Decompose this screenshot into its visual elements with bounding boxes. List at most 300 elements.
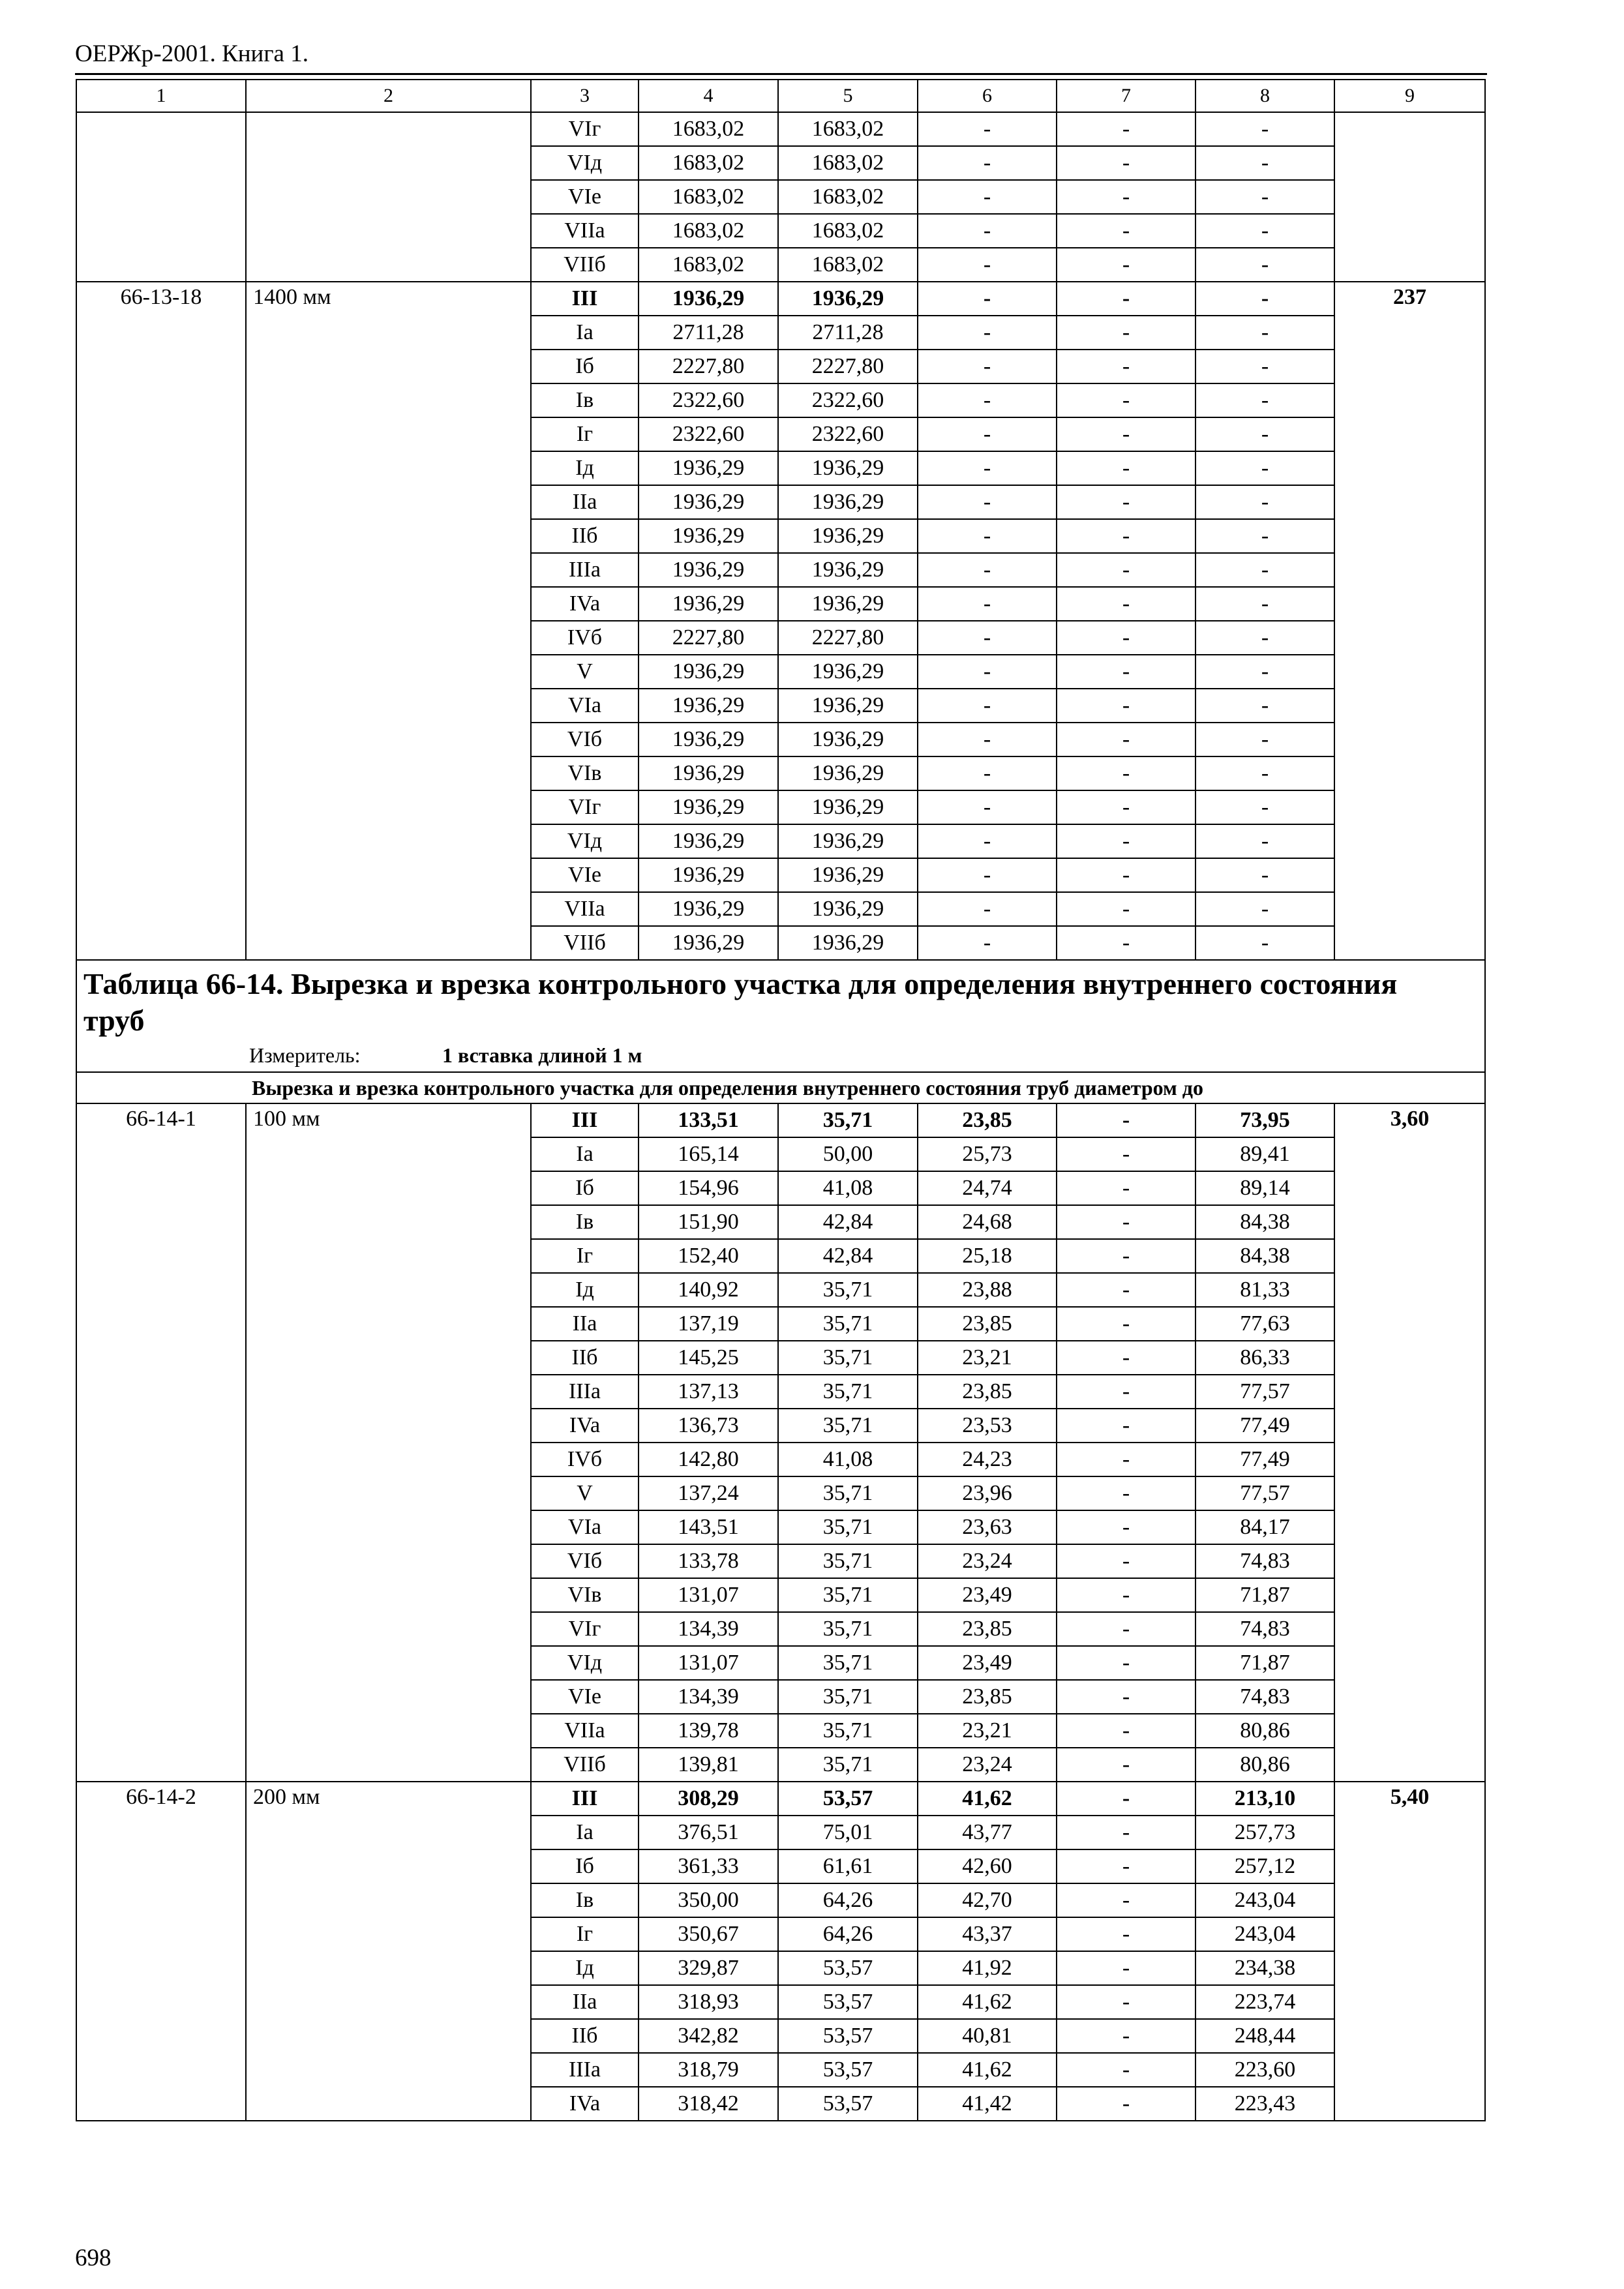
table-cell: 1936,29 xyxy=(639,519,778,553)
table-cell: 53,57 xyxy=(778,2019,918,2053)
measurement-unit xyxy=(77,1039,1484,1071)
table-cell: 350,67 xyxy=(639,1917,778,1951)
column-number: 7 xyxy=(1057,80,1195,112)
table-cell: Iг xyxy=(531,417,639,451)
table-cell: 41,62 xyxy=(918,1782,1057,1816)
table-cell: VIг xyxy=(531,1612,639,1646)
table-cell: 50,00 xyxy=(778,1137,918,1171)
table-cell: - xyxy=(1057,1476,1195,1510)
table-cell: - xyxy=(1057,655,1195,689)
table-cell: 74,83 xyxy=(1195,1680,1334,1714)
table-cell: 1936,29 xyxy=(778,926,918,960)
rate-label xyxy=(246,112,531,282)
table-cell: - xyxy=(1057,112,1195,146)
table-cell: 89,41 xyxy=(1195,1137,1334,1171)
table-cell: - xyxy=(1057,892,1195,926)
table-cell: - xyxy=(1195,756,1334,790)
table-cell: Ia xyxy=(531,316,639,350)
table-cell: - xyxy=(1195,112,1334,146)
table-cell: 131,07 xyxy=(639,1578,778,1612)
table-cell: 61,61 xyxy=(778,1849,918,1883)
table-cell: 53,57 xyxy=(778,1985,918,2019)
table-cell: VIIб xyxy=(531,248,639,282)
table-cell: - xyxy=(1057,1782,1195,1816)
table-cell: Iг xyxy=(531,1239,639,1273)
table-cell: IVб xyxy=(531,1443,639,1476)
rate-col9-value: 5,40 xyxy=(1334,1782,1485,2121)
table-cell: - xyxy=(1057,519,1195,553)
table-cell: 1936,29 xyxy=(778,689,918,723)
table-cell: 152,40 xyxy=(639,1239,778,1273)
table-cell: 84,17 xyxy=(1195,1510,1334,1544)
table-cell: IIб xyxy=(531,1341,639,1375)
table-cell: - xyxy=(1057,621,1195,655)
table-cell: 1936,29 xyxy=(778,723,918,756)
table-cell: - xyxy=(1057,926,1195,960)
table-cell: 35,71 xyxy=(778,1103,918,1137)
table-cell: 35,71 xyxy=(778,1273,918,1307)
table-caption xyxy=(76,960,1485,1072)
rate-code: 66-13-18 xyxy=(76,282,246,960)
table-cell: - xyxy=(1195,451,1334,485)
table-cell: - xyxy=(1195,417,1334,451)
table-cell: VIe xyxy=(531,1680,639,1714)
table-cell: 84,38 xyxy=(1195,1205,1334,1239)
table-cell: - xyxy=(1057,824,1195,858)
table-cell: Iб xyxy=(531,1171,639,1205)
table-cell: 23,88 xyxy=(918,1273,1057,1307)
table-cell: IIб xyxy=(531,2019,639,2053)
table-cell: VIд xyxy=(531,146,639,180)
table-cell: 2227,80 xyxy=(778,621,918,655)
table-cell: - xyxy=(918,417,1057,451)
table-cell: IVб xyxy=(531,621,639,655)
measurement-unit-value: 1 вставка длиной 1 м xyxy=(442,1043,642,1067)
table-cell: 257,73 xyxy=(1195,1816,1334,1849)
table-cell: 74,83 xyxy=(1195,1612,1334,1646)
table-cell: IVa xyxy=(531,587,639,621)
table-cell: 145,25 xyxy=(639,1341,778,1375)
table-cell: 35,71 xyxy=(778,1578,918,1612)
table-cell: - xyxy=(918,587,1057,621)
table-title: Таблица 66-14. Вырезка и врезка контрольного участка для определения внутреннего состояния труб xyxy=(83,967,1398,1037)
table-cell: - xyxy=(1195,926,1334,960)
table-cell: - xyxy=(1195,621,1334,655)
table-cell: - xyxy=(918,790,1057,824)
table-cell: 137,24 xyxy=(639,1476,778,1510)
table-cell: 73,95 xyxy=(1195,1103,1334,1137)
table-cell: 84,38 xyxy=(1195,1239,1334,1273)
table-cell: - xyxy=(918,723,1057,756)
table-cell: 43,77 xyxy=(918,1816,1057,1849)
table-cell: VIг xyxy=(531,112,639,146)
rate-code: 66-14-2 xyxy=(76,1782,246,2121)
table-cell: - xyxy=(1057,553,1195,587)
section-subheading: Вырезка и врезка контрольного участка для определения внутреннего состояния труб диаметром до xyxy=(76,1072,1485,1103)
table-cell: - xyxy=(1057,2053,1195,2087)
table-cell: 151,90 xyxy=(639,1205,778,1239)
table-cell: - xyxy=(1057,1849,1195,1883)
table-cell: - xyxy=(1057,1714,1195,1748)
rate-label: 100 мм xyxy=(246,1103,531,1782)
table-cell: 23,21 xyxy=(918,1341,1057,1375)
rates-table xyxy=(76,79,1486,2121)
table-cell: Ia xyxy=(531,1816,639,1849)
table-cell: Iв xyxy=(531,383,639,417)
table-row xyxy=(76,112,1485,146)
table-cell: - xyxy=(1057,248,1195,282)
table-cell: 41,08 xyxy=(778,1443,918,1476)
table-cell: 2227,80 xyxy=(639,621,778,655)
table-cell: 24,23 xyxy=(918,1443,1057,1476)
table-cell: - xyxy=(1057,1205,1195,1239)
table-cell: VIв xyxy=(531,756,639,790)
table-cell: 308,29 xyxy=(639,1782,778,1816)
table-cell: Iд xyxy=(531,1273,639,1307)
column-number: 5 xyxy=(778,80,918,112)
table-cell: - xyxy=(1057,587,1195,621)
table-cell: 1936,29 xyxy=(639,723,778,756)
table-cell: 1683,02 xyxy=(778,146,918,180)
table-cell: 41,08 xyxy=(778,1171,918,1205)
table-cell: - xyxy=(1057,858,1195,892)
table-cell: VIa xyxy=(531,1510,639,1544)
table-cell: - xyxy=(1195,723,1334,756)
table-cell: 42,60 xyxy=(918,1849,1057,1883)
table-cell: 35,71 xyxy=(778,1680,918,1714)
table-cell: 134,39 xyxy=(639,1612,778,1646)
table-cell: 23,49 xyxy=(918,1646,1057,1680)
table-cell: 35,71 xyxy=(778,1510,918,1544)
table-cell: 1936,29 xyxy=(778,485,918,519)
table-cell: 35,71 xyxy=(778,1375,918,1409)
table-cell: Iд xyxy=(531,451,639,485)
table-cell: - xyxy=(1195,519,1334,553)
table-cell: - xyxy=(1195,180,1334,214)
table-cell: 1683,02 xyxy=(778,180,918,214)
table-cell: 1936,29 xyxy=(778,587,918,621)
table-cell: 77,57 xyxy=(1195,1476,1334,1510)
table-cell: 42,70 xyxy=(918,1883,1057,1917)
table-cell: 23,85 xyxy=(918,1375,1057,1409)
table-cell: 1936,29 xyxy=(778,282,918,316)
table-cell: - xyxy=(1057,1443,1195,1476)
column-number: 9 xyxy=(1334,80,1485,112)
table-cell: 140,92 xyxy=(639,1273,778,1307)
table-cell: 142,80 xyxy=(639,1443,778,1476)
table-cell: - xyxy=(1057,1578,1195,1612)
table-cell: 23,85 xyxy=(918,1103,1057,1137)
table-cell: - xyxy=(1057,282,1195,316)
table-cell: 23,85 xyxy=(918,1307,1057,1341)
table-cell: 1936,29 xyxy=(778,858,918,892)
table-cell: 53,57 xyxy=(778,2053,918,2087)
rate-code xyxy=(76,112,246,282)
table-cell: 223,43 xyxy=(1195,2087,1334,2121)
table-cell: 2322,60 xyxy=(778,383,918,417)
column-number: 8 xyxy=(1195,80,1334,112)
table-cell: - xyxy=(1195,383,1334,417)
table-cell: 1683,02 xyxy=(639,180,778,214)
table-cell: - xyxy=(1195,790,1334,824)
table-cell: - xyxy=(1057,1137,1195,1171)
table-cell: - xyxy=(918,824,1057,858)
rate-col9-value: 3,60 xyxy=(1334,1103,1485,1782)
table-cell: 35,71 xyxy=(778,1748,918,1782)
table-cell: Iв xyxy=(531,1205,639,1239)
table-cell: 74,83 xyxy=(1195,1544,1334,1578)
table-cell: 243,04 xyxy=(1195,1883,1334,1917)
table-cell: - xyxy=(918,383,1057,417)
table-cell: 1936,29 xyxy=(639,655,778,689)
page-number: 698 xyxy=(75,2245,112,2271)
table-cell: 25,73 xyxy=(918,1137,1057,1171)
table-body-after xyxy=(76,1103,1485,2121)
table-cell: 35,71 xyxy=(778,1341,918,1375)
table-cell: - xyxy=(918,350,1057,383)
table-cell: 1936,29 xyxy=(639,892,778,926)
table-cell: Iб xyxy=(531,1849,639,1883)
table-cell: 133,78 xyxy=(639,1544,778,1578)
table-cell: - xyxy=(1057,1680,1195,1714)
table-cell: 23,21 xyxy=(918,1714,1057,1748)
table-cell: - xyxy=(1057,180,1195,214)
table-cell: IVa xyxy=(531,2087,639,2121)
table-row xyxy=(76,1103,1485,1137)
table-cell: - xyxy=(1195,248,1334,282)
table-cell: - xyxy=(918,485,1057,519)
table-cell: 2322,60 xyxy=(639,417,778,451)
table-cell: 1936,29 xyxy=(639,451,778,485)
table-cell: - xyxy=(918,282,1057,316)
table-cell: - xyxy=(1057,417,1195,451)
rate-col9-value: 237 xyxy=(1334,282,1485,960)
table-cell: 24,74 xyxy=(918,1171,1057,1205)
table-cell: IIa xyxy=(531,1985,639,2019)
table-cell: 1936,29 xyxy=(639,553,778,587)
table-cell: - xyxy=(1057,2019,1195,2053)
table-cell: 1936,29 xyxy=(639,689,778,723)
table-cell: 23,96 xyxy=(918,1476,1057,1510)
table-cell: 318,93 xyxy=(639,1985,778,2019)
table-cell: VIIб xyxy=(531,1748,639,1782)
table-cell: 35,71 xyxy=(778,1409,918,1443)
table-cell: - xyxy=(1057,1544,1195,1578)
table-cell: 2711,28 xyxy=(639,316,778,350)
table-cell: - xyxy=(918,858,1057,892)
table-cell: 40,81 xyxy=(918,2019,1057,2053)
column-number: 4 xyxy=(639,80,778,112)
table-cell: 1936,29 xyxy=(778,655,918,689)
table-cell: VIa xyxy=(531,689,639,723)
table-cell: - xyxy=(1195,214,1334,248)
table-cell: 213,10 xyxy=(1195,1782,1334,1816)
table-cell: 1936,29 xyxy=(778,824,918,858)
table-cell: 1683,02 xyxy=(778,214,918,248)
table-cell: 318,79 xyxy=(639,2053,778,2087)
table-cell: - xyxy=(1057,1748,1195,1782)
table-cell: 77,63 xyxy=(1195,1307,1334,1341)
table-cell: - xyxy=(1057,1307,1195,1341)
table-cell: VIб xyxy=(531,723,639,756)
table-cell: 42,84 xyxy=(778,1239,918,1273)
table-cell: 1683,02 xyxy=(778,248,918,282)
table-cell: 23,63 xyxy=(918,1510,1057,1544)
table-cell: 2227,80 xyxy=(639,350,778,383)
table-cell: 23,53 xyxy=(918,1409,1057,1443)
table-cell: - xyxy=(1057,316,1195,350)
table-cell: 64,26 xyxy=(778,1917,918,1951)
table-cell: 1936,29 xyxy=(639,858,778,892)
table-cell: - xyxy=(1057,1612,1195,1646)
table-cell: - xyxy=(1195,689,1334,723)
table-cell: 1936,29 xyxy=(639,282,778,316)
table-cell: III xyxy=(531,1103,639,1137)
table-cell: 136,73 xyxy=(639,1409,778,1443)
table-cell: - xyxy=(1057,1883,1195,1917)
table-cell: - xyxy=(1057,1985,1195,2019)
table-cell: 165,14 xyxy=(639,1137,778,1171)
table-cell: 23,24 xyxy=(918,1544,1057,1578)
table-cell: 2711,28 xyxy=(778,316,918,350)
column-number: 3 xyxy=(531,80,639,112)
table-row xyxy=(76,1782,1485,1816)
table-cell: 64,26 xyxy=(778,1883,918,1917)
table-cell: - xyxy=(1057,1409,1195,1443)
table-cell: - xyxy=(1057,451,1195,485)
table-cell: - xyxy=(1195,485,1334,519)
table-cell: 131,07 xyxy=(639,1646,778,1680)
table-cell: 71,87 xyxy=(1195,1646,1334,1680)
column-number: 6 xyxy=(918,80,1057,112)
table-cell: 1936,29 xyxy=(639,790,778,824)
table-cell: 143,51 xyxy=(639,1510,778,1544)
table-cell: 1936,29 xyxy=(778,519,918,553)
table-cell: IIIa xyxy=(531,1375,639,1409)
table-cell: 2227,80 xyxy=(778,350,918,383)
table-cell: - xyxy=(1195,655,1334,689)
table-cell: 137,13 xyxy=(639,1375,778,1409)
table-cell: 139,78 xyxy=(639,1714,778,1748)
table-cell: 1936,29 xyxy=(639,587,778,621)
rate-label: 200 мм xyxy=(246,1782,531,2121)
table-cell: 41,62 xyxy=(918,1985,1057,2019)
table-cell: - xyxy=(1057,383,1195,417)
table-cell: 77,49 xyxy=(1195,1443,1334,1476)
table-cell: - xyxy=(918,553,1057,587)
table-cell: - xyxy=(918,689,1057,723)
table-cell: 1936,29 xyxy=(639,926,778,960)
table-cell: - xyxy=(918,112,1057,146)
table-cell: Iв xyxy=(531,1883,639,1917)
table-cell: VIIa xyxy=(531,214,639,248)
table-cell: - xyxy=(918,451,1057,485)
table-cell: V xyxy=(531,1476,639,1510)
header-rule xyxy=(75,73,1487,75)
table-cell: - xyxy=(1057,1341,1195,1375)
table-cell: 1683,02 xyxy=(639,112,778,146)
table-cell: 77,57 xyxy=(1195,1375,1334,1409)
table-cell: Ia xyxy=(531,1137,639,1171)
table-cell: 86,33 xyxy=(1195,1341,1334,1375)
subheading-row xyxy=(76,1072,1485,1103)
table-cell: - xyxy=(1057,2087,1195,2121)
table-cell: 350,00 xyxy=(639,1883,778,1917)
table-cell: VIд xyxy=(531,1646,639,1680)
table-cell: - xyxy=(918,926,1057,960)
table-cell: 234,38 xyxy=(1195,1951,1334,1985)
table-cell: 2322,60 xyxy=(778,417,918,451)
table-cell: Iг xyxy=(531,1917,639,1951)
table-cell: 35,71 xyxy=(778,1714,918,1748)
table-cell: - xyxy=(1057,214,1195,248)
table-cell: 257,12 xyxy=(1195,1849,1334,1883)
table-cell: 361,33 xyxy=(639,1849,778,1883)
table-cell: 80,86 xyxy=(1195,1748,1334,1782)
table-cell: - xyxy=(918,180,1057,214)
table-cell: 1936,29 xyxy=(778,756,918,790)
table-cell: - xyxy=(1057,1510,1195,1544)
table-cell: 1936,29 xyxy=(778,892,918,926)
table-cell: VIIa xyxy=(531,892,639,926)
table-cell: 223,60 xyxy=(1195,2053,1334,2087)
table-cell: - xyxy=(1057,689,1195,723)
table-cell: 1683,02 xyxy=(639,214,778,248)
table-cell: - xyxy=(918,214,1057,248)
table-cell: - xyxy=(1057,756,1195,790)
table-cell: IIIa xyxy=(531,553,639,587)
table-cell: 342,82 xyxy=(639,2019,778,2053)
table-cell: 35,71 xyxy=(778,1544,918,1578)
table-cell: 35,71 xyxy=(778,1646,918,1680)
table-cell: 24,68 xyxy=(918,1205,1057,1239)
table-cell: 41,62 xyxy=(918,2053,1057,2087)
table-cell: VIв xyxy=(531,1578,639,1612)
table-cell: 1683,02 xyxy=(639,146,778,180)
table-cell: - xyxy=(1057,1103,1195,1137)
table-cell: - xyxy=(918,316,1057,350)
table-cell: 248,44 xyxy=(1195,2019,1334,2053)
table-cell: 35,71 xyxy=(778,1307,918,1341)
table-cell: 89,14 xyxy=(1195,1171,1334,1205)
table-cell: III xyxy=(531,1782,639,1816)
table-cell: - xyxy=(1195,553,1334,587)
column-number-row xyxy=(76,80,1485,112)
table-cell: - xyxy=(1195,892,1334,926)
table-cell: 1936,29 xyxy=(639,756,778,790)
table-cell: 23,85 xyxy=(918,1612,1057,1646)
table-cell: VIг xyxy=(531,790,639,824)
table-cell: - xyxy=(1057,146,1195,180)
caption-row xyxy=(76,960,1485,1072)
table-cell: 42,84 xyxy=(778,1205,918,1239)
table-cell: 53,57 xyxy=(778,1951,918,1985)
table-cell: 81,33 xyxy=(1195,1273,1334,1307)
table-cell: Iб xyxy=(531,350,639,383)
table-cell: IIб xyxy=(531,519,639,553)
column-number: 1 xyxy=(76,80,246,112)
table-cell: 80,86 xyxy=(1195,1714,1334,1748)
table-cell: 1936,29 xyxy=(778,553,918,587)
table-cell: 376,51 xyxy=(639,1816,778,1849)
table-cell: - xyxy=(1057,1917,1195,1951)
table-cell: - xyxy=(1195,146,1334,180)
table-cell: 2322,60 xyxy=(639,383,778,417)
table-cell: - xyxy=(918,519,1057,553)
table-cell: - xyxy=(1057,1239,1195,1273)
table-cell: 23,24 xyxy=(918,1748,1057,1782)
table-cell: - xyxy=(918,892,1057,926)
